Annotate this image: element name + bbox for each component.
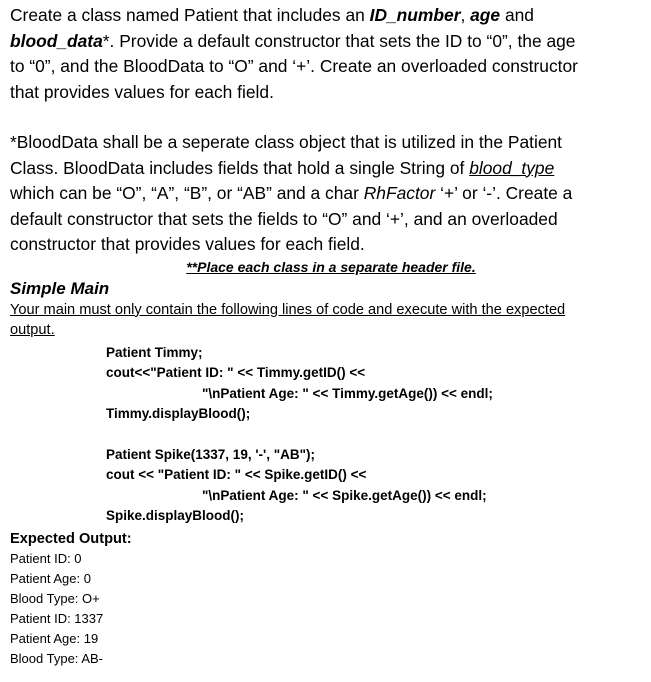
text-span: *. Provide a default constructor that sets the ID to “0”, the age — [102, 30, 576, 51]
blood-type-term: blood_type — [469, 157, 555, 178]
simple-main-heading: Simple Main — [10, 278, 110, 298]
code-line: Patient Spike(1337, 19, '-', "AB"); — [106, 446, 316, 462]
assignment-document — [10, 3, 644, 669]
intro-line-3: to “0”, and the BloodData to “O” and ‘+’. Create an overloaded constructor — [10, 56, 578, 76]
text-span: Class. BloodData includes fields that hold a single String of — [10, 157, 470, 178]
text-span: , — [460, 5, 471, 25]
intro-line-2 — [10, 29, 644, 55]
code-line: "\nPatient Age: " << Spike.getAge()) << endl; — [202, 487, 487, 503]
expected-output-block — [10, 549, 644, 669]
rh-factor-term: RhFactor — [363, 183, 436, 203]
blooddata-line-3 — [10, 181, 644, 207]
code-line: cout << "Patient ID: " << Spike.getID() << — [106, 467, 367, 482]
main-instructions — [10, 300, 644, 340]
output-line: Patient ID: 0 — [10, 550, 82, 566]
text-span: Create a class named Patient that includes an — [10, 5, 370, 25]
blood-data-term: blood_data — [10, 30, 103, 51]
text-span: and — [500, 5, 534, 25]
code-line: Spike.displayBlood(); — [106, 508, 245, 523]
text-span: ‘+’ or ‘-’. Create a — [435, 183, 573, 203]
code-line: Patient Timmy; — [106, 344, 203, 360]
text-span: which can be “O”, “A”, “B”, or “AB” and a char — [10, 183, 364, 203]
blooddata-paragraph — [10, 130, 644, 258]
code-line: cout<<"Patient ID: " << Timmy.getID() << — [106, 365, 366, 380]
age-term: age — [470, 5, 501, 25]
blooddata-line-2 — [10, 156, 644, 182]
header-file-note: **Place each class in a separate header file. — [186, 258, 476, 275]
output-line: Patient Age: 0 — [10, 570, 91, 586]
code-line: Timmy.displayBlood(); — [106, 406, 251, 421]
output-line: Patient Age: 19 — [10, 630, 99, 646]
output-line: Blood Type: O+ — [10, 590, 100, 606]
output-line: Patient ID: 1337 — [10, 610, 104, 626]
instructions-line-1: Your main must only contain the following lines of code and execute with the expected — [10, 301, 566, 318]
code-block — [106, 343, 644, 527]
intro-line-4: that provides values for each field. — [10, 81, 274, 102]
id-number-term: ID_number — [369, 5, 461, 25]
output-line: Blood Type: AB- — [10, 650, 103, 666]
blooddata-line-4: default constructor that sets the fields to “O” and ‘+’, and an overloaded — [10, 208, 558, 229]
instructions-line-2: output. — [10, 321, 55, 338]
code-line: "\nPatient Age: " << Timmy.getAge()) << endl; — [202, 385, 493, 401]
expected-output-heading: Expected Output: — [10, 530, 132, 547]
blooddata-line-5: constructor that provides values for each field. — [10, 234, 365, 254]
intro-paragraph — [10, 3, 644, 105]
blooddata-line-1: *BloodData shall be a seperate class object that is utilized in the Patient — [10, 132, 562, 152]
intro-line-1 — [10, 3, 644, 29]
